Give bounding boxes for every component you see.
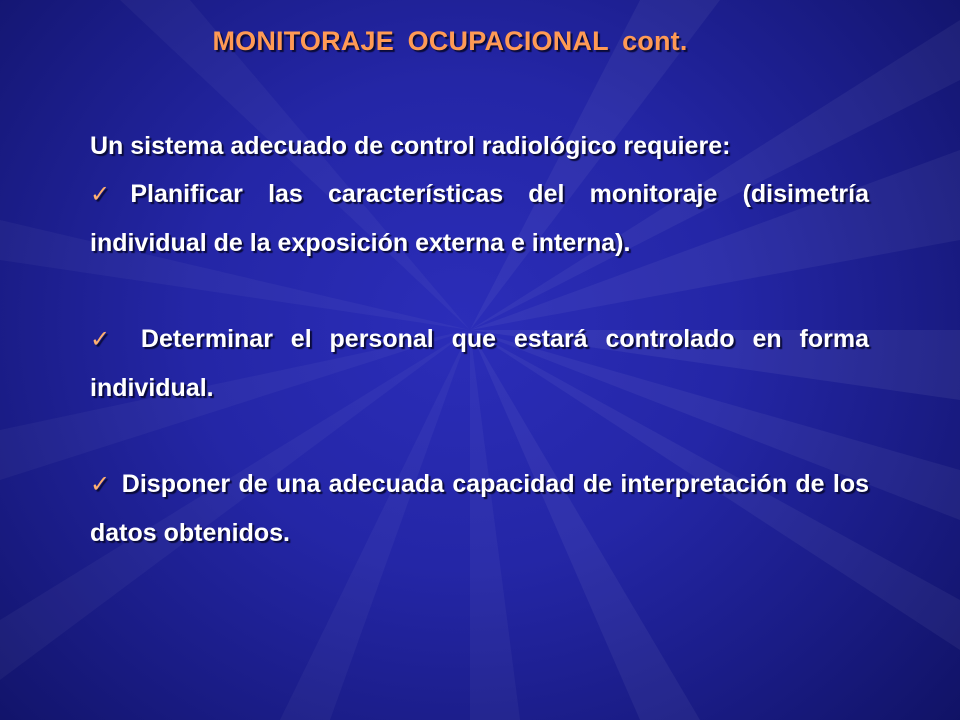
bullet-text-3: Disponer de una adecuada capacidad de interpretación de los datos obtenidos. — [90, 470, 870, 547]
spacer — [90, 412, 869, 460]
checkmark-icon: ✓ — [90, 471, 112, 498]
spacer — [90, 267, 869, 315]
checkmark-icon: ✓ — [90, 326, 122, 353]
slide-title: MONITORAJE OCUPACIONAL cont. — [212, 26, 688, 56]
checkmark-icon: ✓ — [90, 181, 129, 208]
bullet-item-1 — [90, 170, 869, 267]
intro-paragraph: Un sistema adecuado de control radiológico requiere: — [90, 132, 731, 160]
bullet-text-2: Determinar el personal que estará controlado en forma individual. — [90, 325, 869, 402]
bullet-item-3 — [90, 460, 869, 557]
bullet-text-1: Planificar las características del monitoraje (disimetría individual de la exposición externa e interna). — [90, 180, 869, 257]
slide-body — [90, 122, 869, 557]
bullet-item-2 — [90, 315, 869, 412]
